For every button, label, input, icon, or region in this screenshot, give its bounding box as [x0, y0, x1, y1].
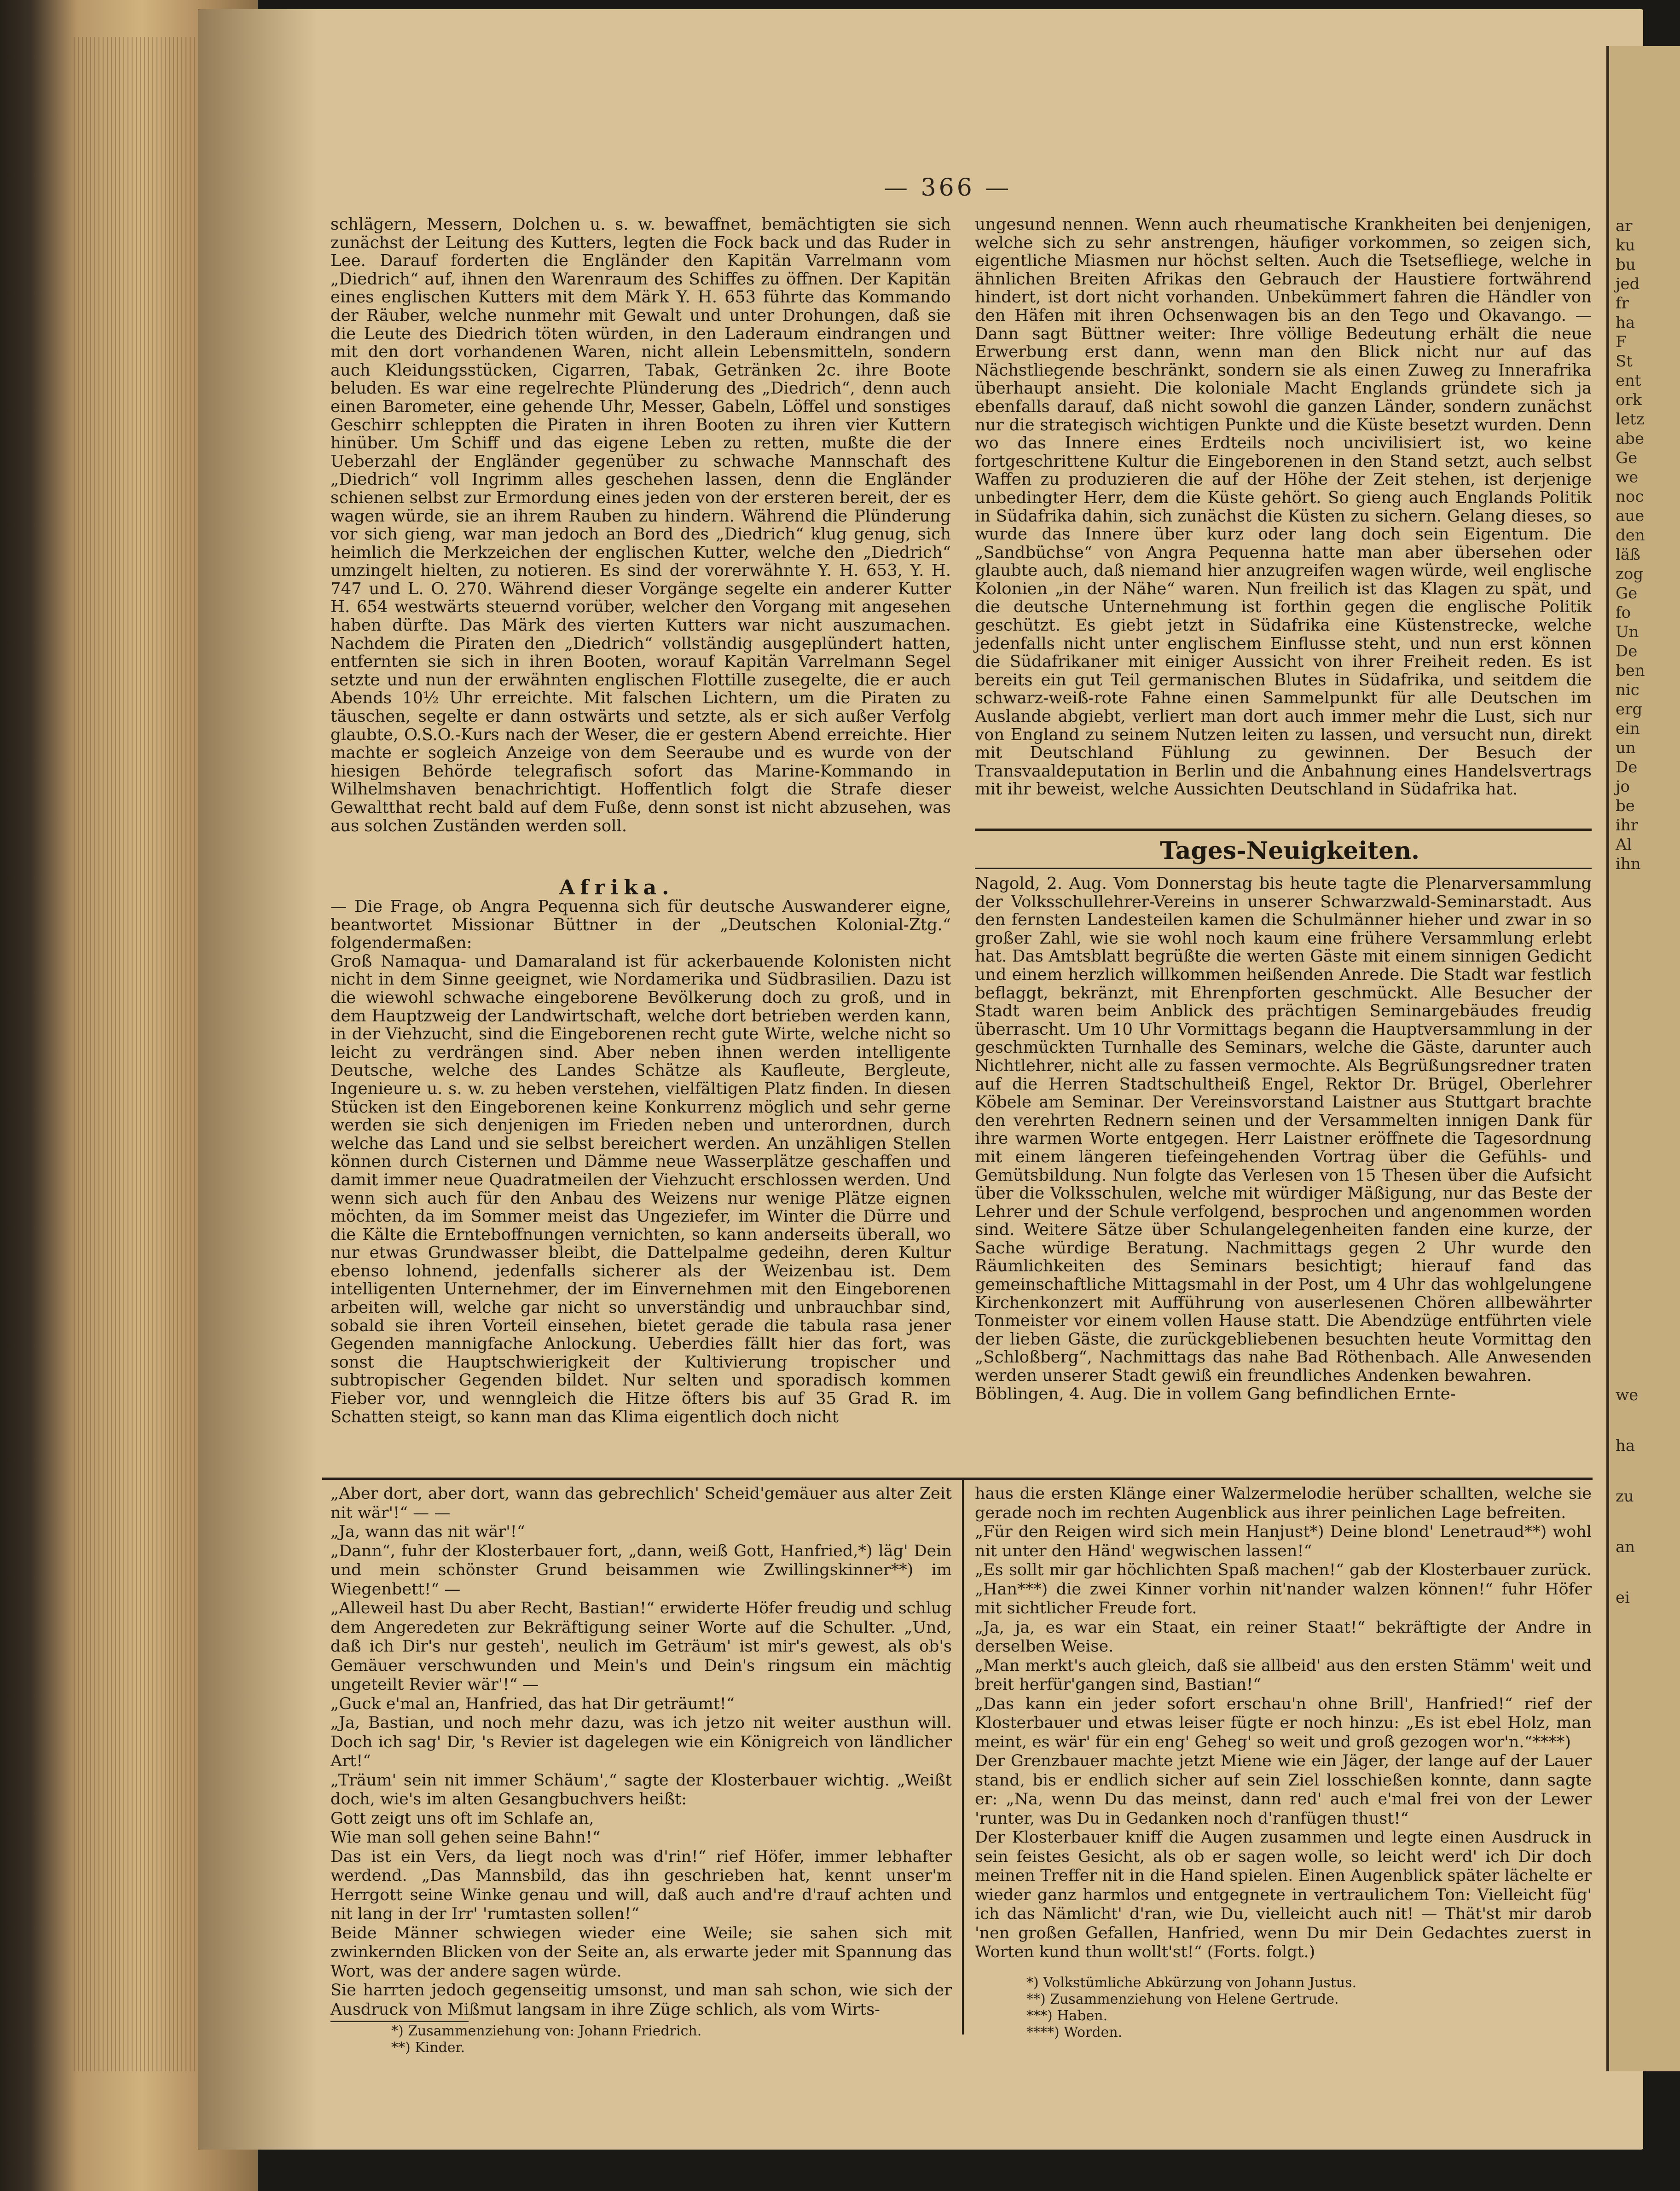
facing-page-text-fragment: ork [1616, 391, 1642, 409]
facing-page-text-fragment: ha [1616, 1437, 1635, 1455]
facing-page-text-fragment: zog [1616, 565, 1644, 583]
facing-page-text-fragment: abe [1616, 429, 1645, 448]
facing-page-text-fragment: ent [1616, 371, 1641, 390]
facing-page-text-fragment: nic [1616, 681, 1639, 699]
facing-page-text-fragment: Al [1616, 835, 1632, 854]
feuilleton-left-column: „Aber dort, aber dort, wann das gebrechlich' Scheid'gemäuer aus alter Zeit nit wär'!“ — — „Ja, wann das nit wär'!“ „Dann“, fuhr der Klosterbauer fort, „dann, weiß Gott, Hanfried,*) läg' Dein und mein schönster Grund beisammen wie Zwillingskinner**) im Wiegenbett!“ — „Alleweil hast Du aber Recht, Bastian!“ erwiderte Höfer freudig und schlug dem Angeredeten zur Bekräftigung seiner Worte auf die Schulter. „Und, daß ich Dir's nur gesteh', neulich im Geträum' ist mir's gewest, als ob's Gemäuer verschwunden und Mein's und Dein's ringsum ein mächtig ungeteilt Revier wär'!“ — „Guck e'mal an, Hanfried, das hat Dir geträumt!“ „Ja, Bastian, und noch mehr dazu, was ich jetzo nit weiter austhun will. Doch ich sag' Dir, 's Revier ist dagelegen wie ein Königreich von ländlicher Art!“ „Träum' sein nit immer Schäum',“ sagte der Klosterbauer wichtig. „Weißt doch, wie's im alten Gesangbuchvers heißt: Gott zeigt uns oft im Schlafe an, Wie man soll gehen seine Bahn!“ Das ist ein Vers, da liegt noch was d'rin!“ rief Höfer, immer lebhafter werdend. „Das Mannsbild, das ihn geschrieben hat, kennt unser'm Herrgott seine Winke genau und will, daß auch and're d'rauf achten und nit lang in der Irr' 'rumtasten sollen!“ Beide Männer schwiegen wieder eine Weile; sie sahen sich mit zwinkernden Blicken von der Seite an, als erwarte jeder mit Spannung das Wort, was der andere sagen würde. Sie harrten jedoch gegenseitig umsonst, und man sah schon, wie sich der Ausdruck von Mißmut langsam in ihre Züge schlich, als vom Wirts- [330, 1484, 952, 2019]
footnote-rule-left [330, 2021, 469, 2022]
facing-page-text-fragment: we [1616, 1386, 1639, 1404]
gutter-shadow [198, 9, 318, 2150]
facing-page-text-fragment: an [1616, 1538, 1635, 1556]
facing-page-text-fragment: F [1616, 333, 1627, 351]
facing-page-text-fragment: ha [1616, 313, 1635, 332]
footnotes-right: *) Volkstümliche Abkürzung von Johann Justus. **) Zusammenziehung von Helene Gertrude. ***) Haben. ****) Worden. [1026, 1975, 1357, 2040]
facing-page-text-fragment: ku [1616, 236, 1635, 255]
section-heading-afrika: Afrika. [559, 876, 675, 899]
facing-page-text-fragment: Un [1616, 623, 1639, 641]
facing-page-text-fragment: letz [1616, 410, 1645, 429]
tages-neuigkeiten-article: Nagold, 2. Aug. Vom Donnerstag bis heute tagte die Plenarversammlung der Volksschullehrer-Vereins in unserer Schwarzwald-Seminarstadt. Aus den fernsten Landesteilen kamen die Schulmänner hieher und zwar in so großer Zahl, wie sie wohl noch kaum eine frühere Versammlung erlebt hat. Das Amtsblatt begrüßte die werten Gäste mit einem sinnigen Gedicht und einem herzlich willkommen heißenden Anrede. Die Stadt war festlich beflaggt, bekränzt, mit Ehrenpforten geschmückt. Alle Besucher der Stadt waren beim Anblick des prächtigen Seminargebäudes freudig überrascht. Um 10 Uhr Vormittags begann die Hauptversammlung in der geschmückten Turnhalle des Seminars, welche die Gäste, darunter auch Nichtlehrer, nicht alle zu fassen vermochte. Als Begrüßungsredner traten auf die Herren Stadtschultheiß Engel, Rektor Dr. Brügel, Oberlehrer Köbele am Seminar. Der Vereinsvorstand Laistner aus Stuttgart brachte den verehrten Rednern seinen und der Versammelten innigen Dank für ihre warmen Worte entgegen. Herr Laistner eröffnete die Tagesordnung mit einem längeren tiefeingehenden Vortrag über die Gefühls- und Gemütsbildung. Nun folgte das Verlesen von 15 Thesen über die Aufsicht über die Volksschulen, welche mit würdiger Mäßigung, nur das Beste der Lehrer und der Schule verfolgend, besprochen und angenommen worden sind. Weitere Sätze über Schulangelegenheiten fanden eine kurze, der Sache würdige Beratung. Nachmittags gegen 2 Uhr wurde den Räumlichkeiten des Seminars besichtigt; hierauf fand das gemeinschaftliche Mittagsmahl in der Post, um 4 Uhr das wohlgelungene Kirchenkonzert mit Aufführung von auserlesenen Chören allbewährter Tonmeister vor einem vollen Hause statt. Die Abendzüge entführten viele der lieben Gäste, die zurückgebliebenen besuchten heute Vormittag den „Schloßberg“, Nachmittags das nahe Bad Röthenbach. Alle Anwesenden werden unserer Stadt gewiß ein freundliches Andenken bewahren. Böblingen, 4. Aug. Die in vollem Gang befindlichen Ernte- [975, 874, 1592, 1403]
right-column-article: ungesund nennen. Wenn auch rheumatische Krankheiten bei denjenigen, welche sich zu sehr anstrengen, häufiger vorkommen, so zeigen sich, eigentliche Miasmen nur höchst selten. Auch die Tsetsefliege, welche in ähnlichen Breiten Afrikas den Gebrauch der Haustiere fortwährend hindert, ist dort nicht vorhanden. Unbekümmert fahren die Händler von den Häfen mit ihren Ochsenwagen bis an den Tego und Okavango. — Dann sagt Büttner weiter: Ihre völlige Bedeutung erhält die neue Erwerbung erst dann, wenn man den Blick nicht nur auf das Nächstliegende beschränkt, sondern sie als einen Zuweg zu Innerafrika überhaupt ansieht. Die koloniale Macht Englands gründete sich ja ebenfalls darauf, daß nicht sowohl die ganzen Länder, sondern zunächst nur die strategisch wichtigen Punkte und die Küste besetzt wurden. Denn wo das Innere eines Erdteils noch uncivilisiert ist, wo keine fortgeschrittene Kultur die Eingeborenen in den Stand setzt, auch selbst Waffen zu produzieren die auf der Höhe der Zeit stehen, ist derjenige unbedingter Herr, dem die Küste gehört. So gieng auch Englands Politik in Südafrika dahin, sich zunächst die Küsten zu sichern. Gelang dieses, so wurde das Innere über kurz oder lang doch sein Eigentum. Die „Sandbüchse“ von Angra Pequenna hatte man aber übersehen oder glaubte auch, daß niemand hier anzugreifen wagen würde, weil englische Kolonien „in der Nähe“ waren. Nun freilich ist das Klagen zu spät, und die deutsche Unternehmung ist forthin gegen die englische Politik geschützt. Es giebt jetzt in Südafrika eine Küstenstrecke, welche jedenfalls nicht unter englischem Einflusse steht, und nun erst können die Südafrikaner mit einiger Aussicht von ihrer Freiheit reden. Es ist bereits ein gut Teil germanischen Blutes in Südafrika, und seitdem die schwarz-weiß-rote Fahne einen Sammelpunkt für alle Deutschen im Auslande abgiebt, verliert man dort auch immer mehr die Lust, sich nur von England zu seinem Nutzen leiten zu lassen, und versucht nun, direkt mit Deutschland Fühlung zu gewinnen. Der Besuch der Transvaaldeputation in Berlin und die Anbahnung eines Handelsvertrags mit ihr beweist, welche Aussichten Deutschland in Südafrika hat. [975, 215, 1592, 799]
facing-page-text-fragment: erg [1616, 700, 1643, 719]
facing-page-text-fragment: ihn [1616, 855, 1641, 873]
afrika-article: — Die Frage, ob Angra Pequenna sich für deutsche Auswanderer eigne, beantwortet Missionar Büttner in der „Deutschen Kolonial-Ztg.“ folgendermaßen: Groß Namaqua- und Damaraland ist für ackerbauende Kolonisten nicht nicht in dem Sinne geeignet, wie Nordamerika und Südbrasilien. Dazu ist die wiewohl schwache eingeborene Bevölkerung doch zu groß, und in dem Hauptzweig der Landwirtschaft, welche dort betrieben werden kann, in der Viehzucht, sind die Eingeborenen recht gute Wirte, welche nicht so leicht zu verdrängen sind. Aber neben ihnen werden intelligente Deutsche, welche des Landes Schätze als Kaufleute, Bergleute, Ingenieure u. s. w. zu heben verstehen, vielfältigen Platz finden. In diesen Stücken ist den Eingeborenen keine Konkurrenz möglich und sehr gerne werden sie sich denjenigen im Frieden neben und unterordnen, durch welche das Land und sie selbst bereichert werden. An unzähligen Stellen können durch Cisternen und Dämme neue Wasserplätze geschaffen und damit immer neue Quadratmeilen der Viehzucht erschlossen werden. Und wenn sich auch für den Anbau des Weizens nur wenige Plätze eignen möchten, da im Sommer meist das Ungeziefer, im Winter die Dürre und die Kälte die Ernteboffnungen vernichten, so kann anderseits überall, wo nur etwas Grundwasser bleibt, die Dattelpalme gedeihn, deren Kultur ebenso lohnend, jedenfalls sicherer als der Weizenbau ist. Dem intelligenten Unternehmer, der im Einvernehmen mit den Eingeborenen arbeiten will, welche gar nicht so unverständig und unbrauchbar sind, sobald sie ihren Vorteil einsehen, bietet gerade die tabula rasa jener Gegenden mannigfache Anlockung. Ueberdies fällt hier das fort, was sonst die Hauptschwierigkeit der Kultivierung tropischer und subtropischer Gegenden bildet. Nur selten und sporadisch kommen Fieber vor, und wenngleich die Hitze öfters bis auf 35 Grad R. im Schatten steigt, so kann man das Klima eigentlich doch nicht [330, 897, 951, 1426]
facing-page-text-fragment: bu [1616, 255, 1636, 274]
facing-page-text-fragment: De [1616, 758, 1638, 777]
facing-page-text-fragment: den [1616, 526, 1645, 545]
facing-page-text-fragment: ihr [1616, 816, 1639, 835]
column-divider [962, 1480, 964, 2034]
facing-page-text-fragment: fr [1616, 294, 1629, 313]
facing-page-fragment [1606, 46, 1680, 2071]
facing-page-text-fragment: ei [1616, 1588, 1630, 1607]
facing-page-text-fragment: be [1616, 797, 1635, 815]
footnotes-left: *) Zusammenziehung von: Johann Friedrich. **) Kinder. [391, 2023, 702, 2056]
page-number: — 366 — [884, 174, 1012, 202]
facing-page-text-fragment: ein [1616, 719, 1640, 738]
facing-page-text-fragment: zu [1616, 1487, 1634, 1506]
facing-page-text-fragment: St [1616, 352, 1633, 371]
facing-page-text-fragment: we [1616, 468, 1639, 487]
facing-page-text-fragment: noc [1616, 487, 1644, 506]
facing-page-text-fragment: jo [1616, 777, 1630, 796]
left-column-article: schlägern, Messern, Dolchen u. s. w. bewaffnet, bemächtigten sie sich zunächst der Leitung des Kutters, legten die Fock back und das Ruder in Lee. Darauf forderten die Engländer den Kapitän Varrelmann vom „Diedrich“ auf, ihnen den Warenraum des Schiffes zu öffnen. Der Kapitän eines englischen Kutters mit dem Märk Y. H. 653 führte das Kommando der Räuber, welche nunmehr mit Gewalt und unter Drohungen, daß sie die Leute des Diedrich töten würden, in den Laderaum eindrangen und mit den dort vorhandenen Waren, nicht allein Lebensmitteln, sondern auch Kleidungsstücken, Cigarren, Tabak, Getränken 2c. ihre Boote beluden. Es war eine regelrechte Plünderung des „Diedrich“, denn auch einen Barometer, eine gehende Uhr, Messer, Gabeln, Löffel und sonstiges Geschirr schleppten die Piraten in ihren Booten zu ihren vier Kuttern hinüber. Um Schiff und das eigene Leben zu retten, mußte die der Ueberzahl der Engländer gegenüber zu schwache Mannschaft des „Diedrich“ voll Ingrimm alles geschehen lassen, denn die Engländer schienen selbst zur Ermordung eines jeden von der ersteren bereit, der es wagen würde, sie an ihrem Rauben zu hindern. Während die Plünderung vor sich gieng, war man jedoch an Bord des „Diedrich“ klug genug, sich heimlich die Merkzeichen der englischen Kutter, welche den „Diedrich“ umzingelt hielten, zu notieren. Es sind der vorerwähnte Y. H. 653, Y. H. 747 und L. O. 270. Während dieser Vorgänge segelte ein anderer Kutter H. 654 westwärts steuernd vorüber, welcher den Vorgang mit angesehen haben dürfte. Das Märk des vierten Kutters war nicht auszumachen. Nachdem die Piraten den „Diedrich“ vollständig ausgeplündert hatten, entfernten sie sich in ihren Booten, worauf Kapitän Varrelmann Segel setzte und nun der erwähnten englischen Flottille zusegelte, die er auch Abends 10½ Uhr erreichte. Mit falschen Lichtern, um die Piraten zu täuschen, segelte er dann ostwärts und setzte, als er sich außer Verfolg glaubte, O.S.O.-Kurs nach der Weser, die er gestern Abend erreichte. Hier machte er sogleich Anzeige von dem Seeraube und es wurde von der hiesigen Behörde telegrafisch sofort das Marine-Kommando in Wilhelmshaven benachrichtigt. Hoffentlich folgt die Strafe dieser Gewaltthat recht bald auf dem Fuße, denn sonst ist nicht abzusehen, was aus solchen Zuständen werden soll. [330, 215, 951, 835]
facing-page-text-fragment: Ge [1616, 584, 1638, 603]
facing-page-text-fragment: Ge [1616, 449, 1638, 467]
facing-page-text-fragment: un [1616, 739, 1636, 757]
facing-page-text-fragment: ar [1616, 217, 1633, 235]
facing-page-text-fragment: läß [1616, 545, 1640, 564]
heading-rule [975, 868, 1592, 869]
feuilleton-right-column: haus die ersten Klänge einer Walzermelodie herüber schallten, welche sie gerade noch im rechten Augenblick aus ihrer peinlichen Lage befreiten. „Für den Reigen wird sich mein Hanjust*) Deine blond' Lenetraud**) wohl nit unter den Händ' wegwischen lassen!“ „Es sollt mir gar höchlichten Spaß machen!“ gab der Klosterbauer zurück. „Han***) die zwei Kinner vorhin nit'nander walzen können!“ fuhr Höfer mit sichtlicher Freude fort. „Ja, ja, es war ein Staat, ein reiner Staat!“ bekräftigte der Andre in derselben Weise. „Man merkt's auch gleich, daß sie allbeid' aus den ersten Stämm' weit und breit herfür'gangen sind, Bastian!“ „Das kann ein jeder sofort erschau'n ohne Brill', Hanfried!“ rief der Klosterbauer und etwas leiser fügte er noch hinzu: „Es ist ebel Holz, man meint, es wär' für ein eng' Geheg' so weit und groß gezogen wor'n.“****) Der Grenzbauer machte jetzt Miene wie ein Jäger, der lange auf der Lauer stand, bis er endlich sicher auf sein Ziel losschießen konnte, dann sagte er: „Na, wenn Du das meinst, dann red' auch e'mal frei von der Lewer 'runter, was Du in Gedanken noch d'ranfügen thust!“ Der Klosterbauer kniff die Augen zusammen und legte einen Ausdruck in sein feistes Gesicht, als ob er sagen wolle, so leicht werd' ich Dir doch meinen Treffer nit in die Hand spielen. Einen Augenblick später lächelte er wieder ganz harmlos und entgegnete in vertraulichem Ton: Vielleicht füg' ich das Nämlicht' d'ran, wie Du, vielleicht auch nit! — Thät'st mir darob 'nen großen Gefallen, Hanfried, wenn Du mir Dein Gedachtes zuerst in Worten kund thun wollt'st!“ (Forts. folgt.) [975, 1484, 1592, 1961]
feuilleton-separator [322, 1478, 1593, 1480]
section-rule [975, 829, 1592, 831]
section-heading-tages-neuigkeiten: Tages-Neuigkeiten. [1160, 837, 1420, 865]
facing-page-text-fragment: aue [1616, 507, 1645, 525]
facing-page-text-fragment: ben [1616, 661, 1645, 680]
facing-page-text-fragment: jed [1616, 275, 1640, 293]
facing-page-text-fragment: fo [1616, 603, 1631, 622]
facing-page-text-fragment: De [1616, 642, 1638, 661]
